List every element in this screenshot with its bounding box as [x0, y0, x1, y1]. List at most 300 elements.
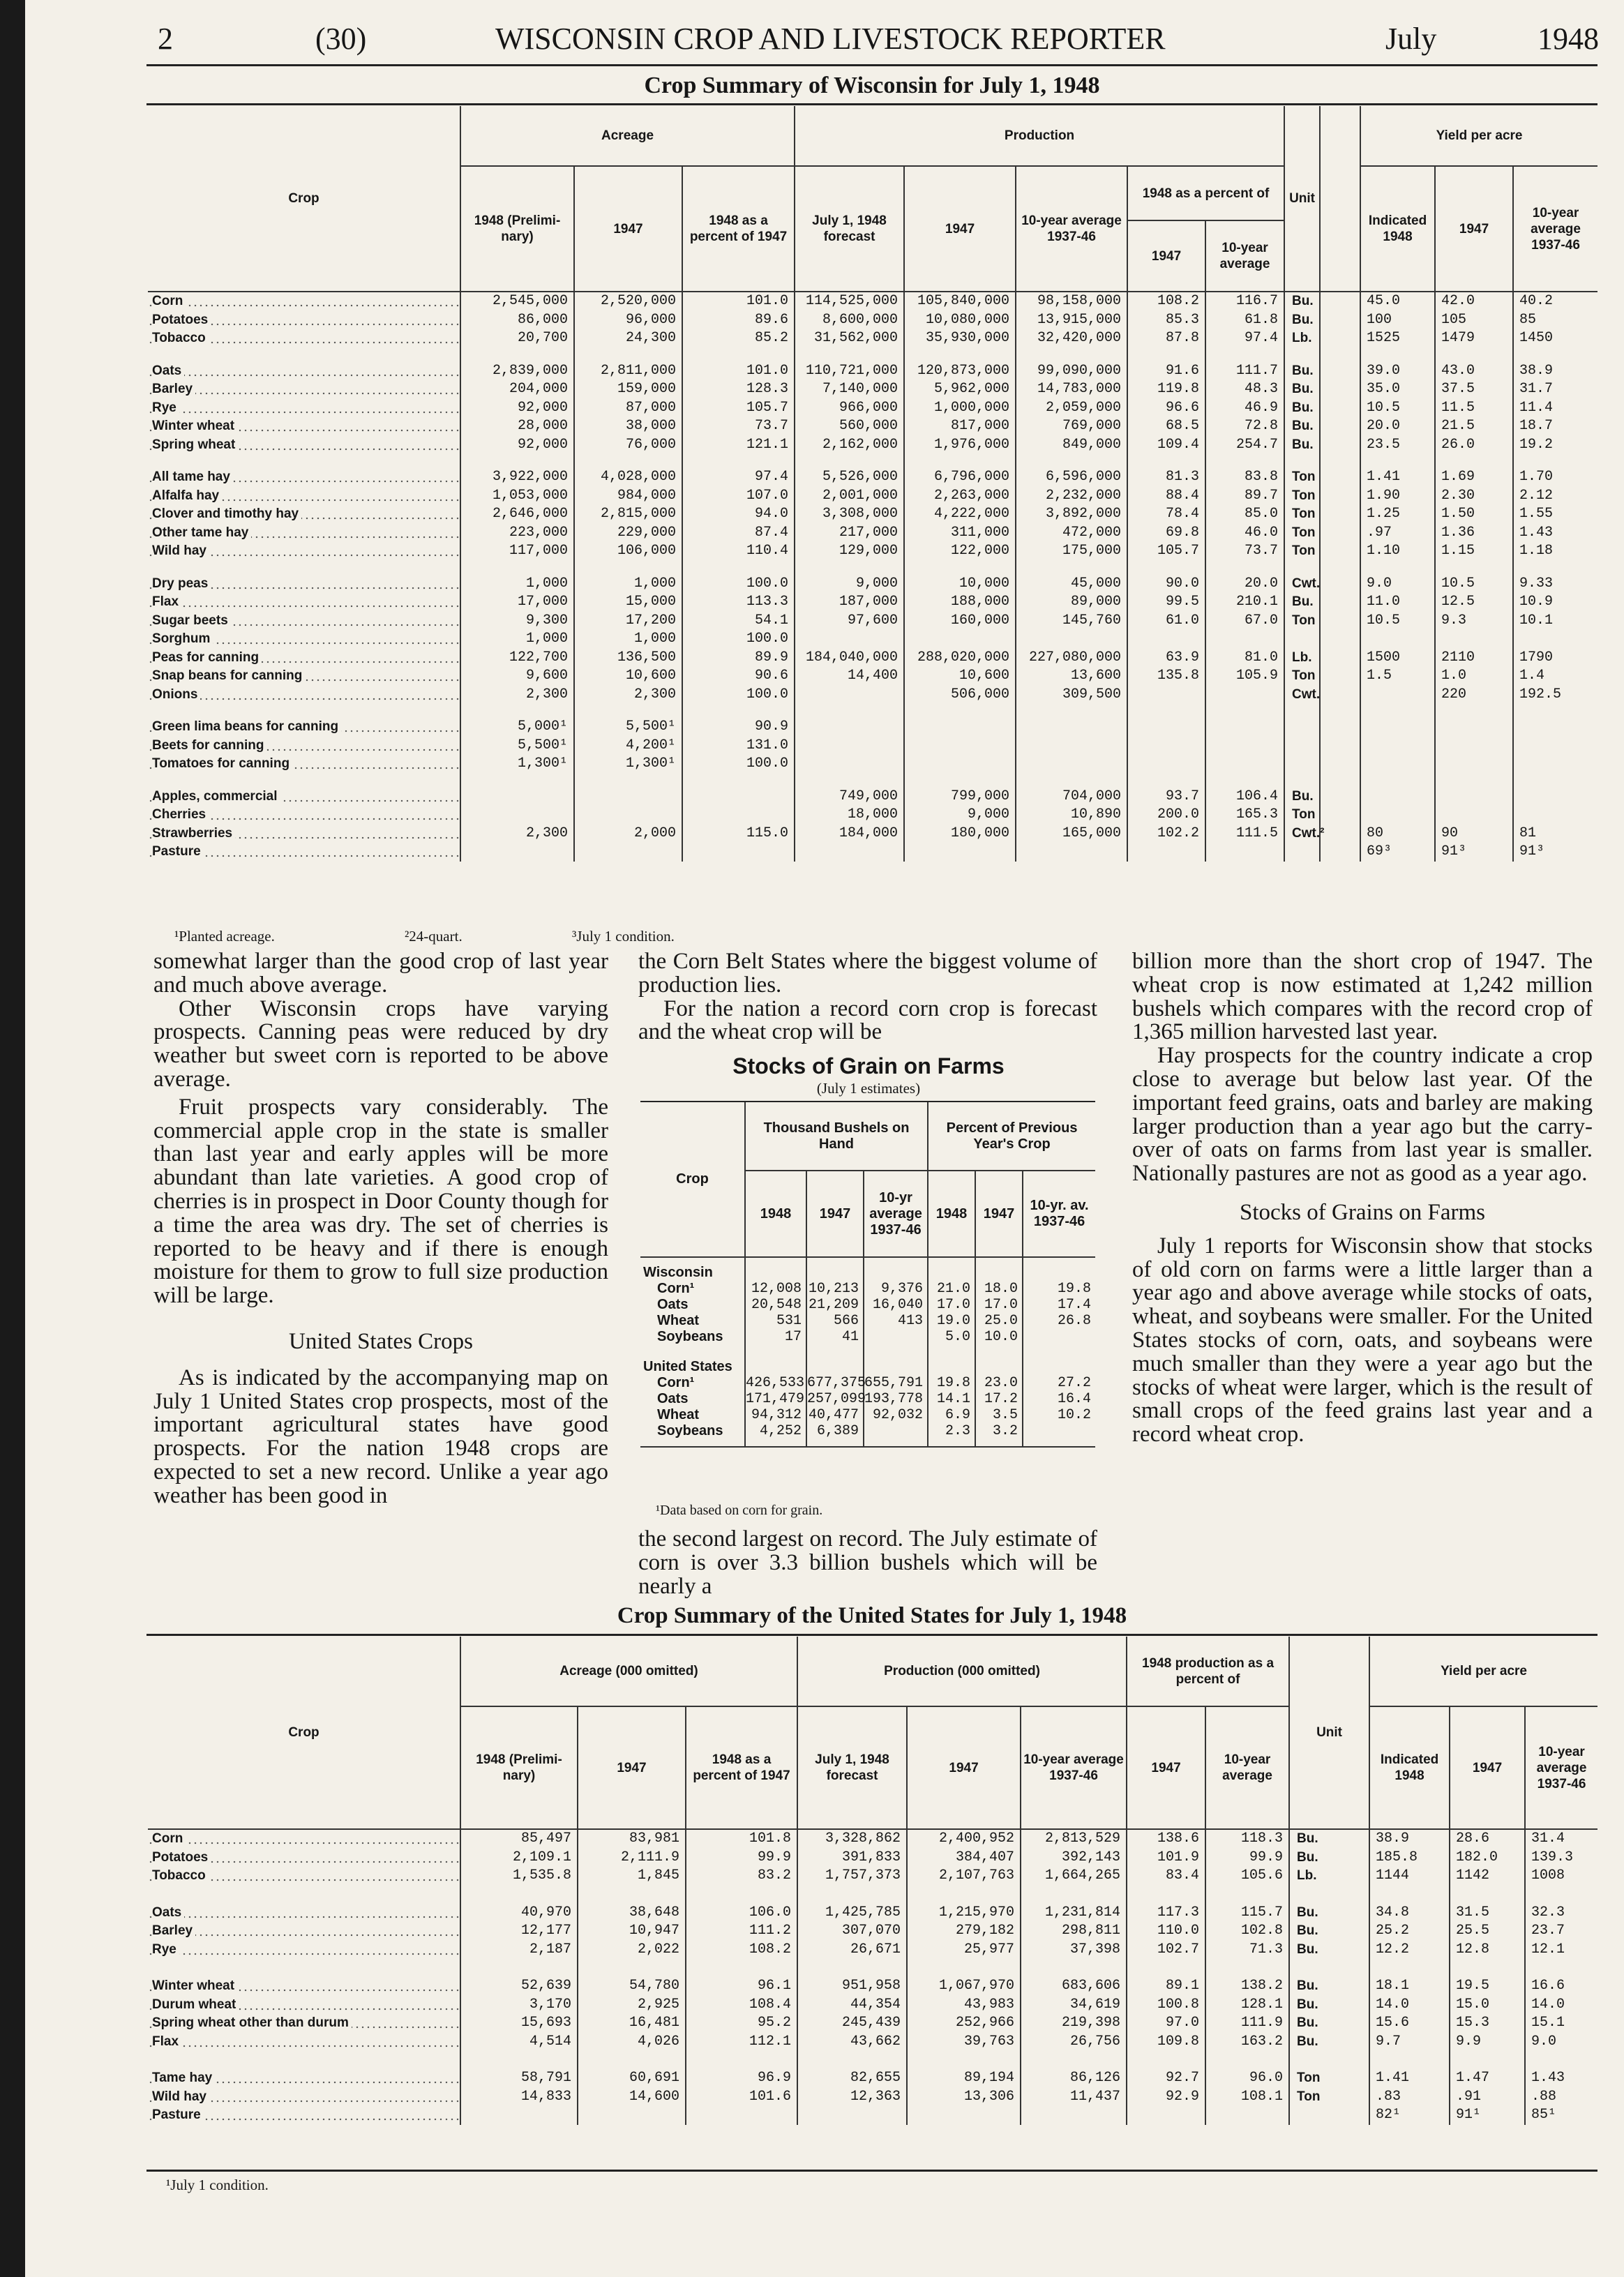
cell-pc1947: 92.7: [1127, 2069, 1205, 2088]
cell-yind: [1360, 806, 1435, 825]
paragraph: Other Wisconsin crops have varying prospects. Canning peas were reduced by dry weather but sweet corn is reported to be above average.: [153, 995, 608, 1092]
cell-p1947: [904, 843, 1016, 862]
cell-pavg: 19.8: [1023, 1281, 1095, 1297]
cell-p1947: 1,976,000: [904, 436, 1016, 455]
cell-a1947: 2,811,000: [574, 362, 682, 381]
cell-apct: 83.2: [686, 1867, 797, 1886]
crop-name: Other tame hay: [148, 524, 460, 543]
cell-tavg: 413: [864, 1313, 928, 1329]
crop-name: Corn: [148, 1829, 460, 1849]
cell-pc1947: 109.4: [1127, 436, 1205, 455]
cell-y1947: 2.30: [1435, 487, 1513, 506]
cell-p1947: 1,067,970: [907, 1977, 1021, 1996]
cell-pcavg: 48.3: [1205, 380, 1284, 399]
cell-pcavg: 118.3: [1205, 1829, 1289, 1849]
cell-p1947: 10,000: [904, 575, 1016, 594]
cell-yavg: 16.6: [1525, 1977, 1597, 1996]
table-row: [640, 1375, 1095, 1391]
cell-pjuly: 560,000: [795, 417, 904, 436]
cell-pjuly: 184,000: [795, 825, 904, 843]
crop-name: Durum wheat: [148, 1996, 460, 2015]
stocks-col-p1948: 1948: [928, 1171, 975, 1257]
cell-tavg: 9,376: [864, 1281, 928, 1297]
cell-a1947: 54,780: [578, 1977, 686, 1996]
cell-pjuly: 3,308,000: [795, 505, 904, 524]
cell-y1947: 1479: [1435, 329, 1513, 348]
cell-pavg: 27.2: [1023, 1375, 1095, 1391]
cell-p1947: 3.5: [975, 1407, 1023, 1423]
cell-a1948: 5,500¹: [460, 737, 574, 756]
cell-unit: Lb.: [1289, 1867, 1369, 1886]
cell-pc1947: 105.7: [1127, 542, 1205, 561]
spacer-cell: [1320, 417, 1360, 436]
cell-a1948: 2,545,000: [460, 292, 574, 311]
cell-yavg: 1008: [1525, 1867, 1597, 1886]
cell-unit: Cwt.: [1284, 575, 1320, 594]
cell-t1948: 4,252: [745, 1423, 806, 1439]
cell-yavg: 1450: [1513, 329, 1597, 348]
cell-pc1947: 69.8: [1127, 524, 1205, 543]
cell-a1948: 3,170: [460, 1996, 578, 2015]
us-col-acre-pct: 1948 as a percent of 1947: [686, 1706, 797, 1829]
cell-yavg: 1.18: [1513, 542, 1597, 561]
cell-unit: Bu.: [1289, 1829, 1369, 1849]
spacer-cell: [1320, 436, 1360, 455]
crop-name: Wild hay: [148, 542, 460, 561]
cell-yind: 38.9: [1369, 1829, 1450, 1849]
cell-pavg: 219,398: [1021, 2014, 1127, 2033]
cell-y1947: 105: [1435, 311, 1513, 330]
cell-pavg: 86,126: [1021, 2069, 1127, 2088]
table-row: [148, 667, 1597, 686]
table-row: [148, 468, 1597, 487]
cell-pc1947: 91.6: [1127, 362, 1205, 381]
cell-pavg: 472,000: [1016, 524, 1127, 543]
cell-apct: 85.2: [682, 329, 795, 348]
cell-unit: Bu.: [1284, 362, 1320, 381]
cell-a1948: 1,000: [460, 630, 574, 649]
cell-pc1947: 63.9: [1127, 649, 1205, 668]
col-yield-ind: Indicated 1948: [1360, 166, 1435, 292]
cell-pjuly: 129,000: [795, 542, 904, 561]
cell-p1947: 25,977: [907, 1941, 1021, 1960]
cell-y1947: 26.0: [1435, 436, 1513, 455]
cell-pavg: 849,000: [1016, 436, 1127, 455]
cell-pjuly: 245,439: [797, 2014, 907, 2033]
crop-name: Rye: [148, 1941, 460, 1960]
cell-pavg: 32,420,000: [1016, 329, 1127, 348]
cell-a1948: 86,000: [460, 311, 574, 330]
cell-unit: Bu.: [1284, 311, 1320, 330]
cell-pjuly: 217,000: [795, 524, 904, 543]
cell-unit: Bu.: [1289, 1922, 1369, 1941]
cell-apct: [682, 806, 795, 825]
table-row: [148, 649, 1597, 668]
crop-name: Cherries: [148, 806, 460, 825]
cell-t1948: 20,548: [745, 1297, 806, 1313]
cell-apct: 113.3: [682, 593, 795, 612]
cell-yind: 1.41: [1360, 468, 1435, 487]
cell-pc1947: 200.0: [1127, 806, 1205, 825]
cell-a1947: 24,300: [574, 329, 682, 348]
cell-pcavg: 61.8: [1205, 311, 1284, 330]
cell-t1947: 257,099: [807, 1391, 866, 1407]
cell-tavg: 655,791: [864, 1375, 928, 1391]
cell-pavg: 10.2: [1023, 1407, 1095, 1423]
spacer-cell: [1320, 542, 1360, 561]
cell-a1948: 85,497: [460, 1829, 578, 1849]
cell-pavg: 227,080,000: [1016, 649, 1127, 668]
cell-p1947: 180,000: [904, 825, 1016, 843]
cell-yavg: 12.1: [1525, 1941, 1597, 1960]
cell-a1947: [574, 788, 682, 806]
cell-pcavg: [1205, 630, 1284, 649]
cell-pavg: 13,915,000: [1016, 311, 1127, 330]
cell-pcavg: 81.0: [1205, 649, 1284, 668]
cell-a1947: [574, 843, 682, 862]
cell-unit: Ton: [1284, 505, 1320, 524]
cell-a1948: 1,535.8: [460, 1867, 578, 1886]
cell-pjuly: 110,721,000: [795, 362, 904, 381]
cell-yind: 23.5: [1360, 436, 1435, 455]
cell-pc1947: 110.0: [1127, 1922, 1205, 1941]
cell-a1947: 2,111.9: [578, 1849, 686, 1868]
cell-yavg: 1.43: [1513, 524, 1597, 543]
cell-pjuly: [795, 718, 904, 737]
crop-name: Winter wheat: [148, 417, 460, 436]
cell-unit: Bu.: [1284, 593, 1320, 612]
cell-p1947: 279,182: [907, 1922, 1021, 1941]
cell-a1947: [574, 806, 682, 825]
cell-pavg: 45,000: [1016, 575, 1127, 594]
cell-apct: 115.0: [682, 825, 795, 843]
cell-pc1947: 85.3: [1127, 311, 1205, 330]
cell-yavg: 1.43: [1525, 2069, 1597, 2088]
cell-pjuly: 14,400: [795, 667, 904, 686]
stocks-table-title: Stocks of Grain on Farms: [732, 1053, 1005, 1079]
cell-a1948: 4,514: [460, 2033, 578, 2052]
stocks-table-body: [640, 1257, 1095, 1447]
cell-yavg: 31.7: [1513, 380, 1597, 399]
cell-a1948: 2,646,000: [460, 505, 574, 524]
table-row: [148, 843, 1597, 862]
spacer-cell: [1320, 329, 1360, 348]
cell-pcavg: 254.7: [1205, 436, 1284, 455]
crop-name: Alfalfa hay: [148, 487, 460, 506]
cell-pc1947: 117.3: [1127, 1904, 1205, 1923]
cell-y1947: 91³: [1435, 843, 1513, 862]
cell-pjuly: 12,363: [797, 2088, 907, 2107]
stocks-col-t1947: 1947: [806, 1171, 864, 1257]
cell-pavg: 1,664,265: [1021, 1867, 1127, 1886]
cell-p1947: 10,600: [904, 667, 1016, 686]
cell-unit: Bu.: [1284, 399, 1320, 418]
cell-p1948: 6.9: [928, 1407, 975, 1423]
cell-pjuly: 187,000: [795, 593, 904, 612]
wisconsin-crop-table: [148, 106, 1597, 862]
crop-name: Soybeans: [657, 1329, 723, 1344]
cell-pcavg: 46.9: [1205, 399, 1284, 418]
us-top-rule: [146, 1634, 1597, 1636]
cell-pjuly: 5,526,000: [795, 468, 904, 487]
cell-a1947: 2,815,000: [574, 505, 682, 524]
cell-pc1947: [1127, 755, 1205, 774]
crop-name: Strawberries: [148, 825, 460, 843]
cell-p1947: 23.0: [975, 1375, 1023, 1391]
spacer-cell: [1320, 630, 1360, 649]
cell-yind: 1.90: [1360, 487, 1435, 506]
cell-pjuly: [795, 843, 904, 862]
col-pct-avg: 10-year average: [1205, 220, 1284, 292]
cell-y1947: 2110: [1435, 649, 1513, 668]
cell-unit: Ton: [1284, 612, 1320, 631]
cell-pcavg: [1205, 2106, 1289, 2125]
cell-pavg: 99,090,000: [1016, 362, 1127, 381]
cell-pc1947: 92.9: [1127, 2088, 1205, 2107]
cell-pavg: 2,813,529: [1021, 1829, 1127, 1849]
cell-unit: Bu.: [1289, 1849, 1369, 1868]
crop-name: Apples, commercial: [148, 788, 460, 806]
cell-pavg: 769,000: [1016, 417, 1127, 436]
cell-pjuly: 43,662: [797, 2033, 907, 2052]
spacer-cell: [1320, 718, 1360, 737]
spacer-cell: [1320, 843, 1360, 862]
cell-pc1947: 99.5: [1127, 593, 1205, 612]
cell-apct: 100.0: [682, 630, 795, 649]
cell-a1948: 2,300: [460, 686, 574, 705]
cell-pjuly: 9,000: [795, 575, 904, 594]
cell-unit: Ton: [1289, 2069, 1369, 2088]
cell-pavg: 704,000: [1016, 788, 1127, 806]
us-col-pct: 1948 production as a percent of: [1127, 1637, 1289, 1706]
cell-a1948: 40,970: [460, 1904, 578, 1923]
col-acreage: Acreage: [460, 106, 795, 166]
cell-apct: 89.6: [682, 311, 795, 330]
cell-a1948: 1,000: [460, 575, 574, 594]
cell-pavg: 6,596,000: [1016, 468, 1127, 487]
cell-a1948: 17,000: [460, 593, 574, 612]
cell-p1947: 10.0: [975, 1329, 1023, 1345]
cell-pcavg: 111.7: [1205, 362, 1284, 381]
cell-yavg: 192.5: [1513, 686, 1597, 705]
crop-name: Corn¹: [657, 1375, 695, 1390]
cell-pcavg: 116.7: [1205, 292, 1284, 311]
cell-t1947: 40,477: [806, 1407, 864, 1423]
cell-yind: 80: [1360, 825, 1435, 843]
cell-apct: 101.8: [686, 1829, 797, 1849]
cell-t1947: 566: [806, 1313, 864, 1329]
cell-apct: 90.9: [682, 718, 795, 737]
cell-pavg: 309,500: [1016, 686, 1127, 705]
us-table-body: [148, 1829, 1597, 2125]
col-acre-1948: 1948 (Prelimi-nary): [460, 166, 574, 292]
cell-yind: 1.5: [1360, 667, 1435, 686]
col-production: Production: [795, 106, 1284, 166]
cell-pjuly: [795, 755, 904, 774]
crop-name: Tobacco: [148, 1867, 460, 1886]
cell-pcavg: 210.1: [1205, 593, 1284, 612]
crop-name: Pasture: [148, 2106, 460, 2125]
cell-p1947: 17.2: [975, 1391, 1023, 1407]
cell-pjuly: 114,525,000: [795, 292, 904, 311]
cell-y1947: 15.0: [1450, 1996, 1525, 2015]
cell-yavg: 139.3: [1525, 1849, 1597, 1868]
table-row: [148, 380, 1597, 399]
cell-a1948: 2,109.1: [460, 1849, 578, 1868]
spacer-cell: [1320, 575, 1360, 594]
cell-pavg: 2,232,000: [1016, 487, 1127, 506]
cell-yind: 9.7: [1369, 2033, 1450, 2052]
cell-t1947: 21,209: [806, 1297, 864, 1313]
cell-pavg: 37,398: [1021, 1941, 1127, 1960]
cell-pcavg: 111.9: [1205, 2014, 1289, 2033]
cell-pcavg: 73.7: [1205, 542, 1284, 561]
cell-y1947: 15.3: [1450, 2014, 1525, 2033]
cell-unit: Ton: [1284, 524, 1320, 543]
cell-pjuly: 97,600: [795, 612, 904, 631]
crop-name: Sugar beets: [148, 612, 460, 631]
cell-a1948: 117,000: [460, 542, 574, 561]
table-row: [148, 311, 1597, 330]
crop-name: Pasture: [148, 843, 460, 862]
cell-a1947: 60,691: [578, 2069, 686, 2088]
cell-apct: 108.4: [686, 1996, 797, 2015]
table-row: [148, 524, 1597, 543]
cell-a1948: 12,177: [460, 1922, 578, 1941]
crop-name: Rye: [148, 399, 460, 418]
cell-tavg: 16,040: [864, 1297, 928, 1313]
cell-unit: Ton: [1284, 667, 1320, 686]
cell-unit: Ton: [1289, 2088, 1369, 2107]
cell-yind: 34.8: [1369, 1904, 1450, 1923]
table-row: [148, 575, 1597, 594]
table-row: [640, 1313, 1095, 1329]
section-label-row: [640, 1257, 1095, 1281]
cell-p1947: 10,080,000: [904, 311, 1016, 330]
cell-a1948: [460, 806, 574, 825]
cell-a1947: 16,481: [578, 2014, 686, 2033]
crop-name: Barley: [148, 380, 460, 399]
cell-t1948: 531: [745, 1313, 806, 1329]
cell-a1948: 92,000: [460, 399, 574, 418]
crop-name: Soybeans: [657, 1423, 723, 1438]
cell-yind: 10.5: [1360, 399, 1435, 418]
cell-yind: 20.0: [1360, 417, 1435, 436]
cell-unit: Bu.: [1284, 292, 1320, 311]
cell-yind: 18.1: [1369, 1977, 1450, 1996]
us-col-pct-1947: 1947: [1127, 1706, 1205, 1829]
col-pct-1947: 1947: [1127, 220, 1205, 292]
cell-a1948: 122,700: [460, 649, 574, 668]
cell-a1948: 9,300: [460, 612, 574, 631]
cell-apct: 87.4: [682, 524, 795, 543]
crop-name: Potatoes: [148, 311, 460, 330]
cell-pjuly: 8,600,000: [795, 311, 904, 330]
row-gap: [148, 704, 1597, 718]
cell-apct: 94.0: [682, 505, 795, 524]
cell-yavg: 18.7: [1513, 417, 1597, 436]
cell-yind: 25.2: [1369, 1922, 1450, 1941]
cell-pjuly: 3,328,862: [797, 1829, 907, 1849]
us-bottom-rule: [146, 2170, 1597, 2172]
cell-t1948: 94,312: [745, 1407, 806, 1423]
us-col-crop: Crop: [288, 1725, 319, 1740]
cell-unit: Bu.: [1284, 380, 1320, 399]
cell-pcavg: 102.8: [1205, 1922, 1289, 1941]
section-label: Wisconsin: [643, 1265, 713, 1280]
cell-apct: 96.1: [686, 1977, 797, 1996]
cell-yind: 14.0: [1369, 1996, 1450, 2015]
cell-apct: 105.7: [682, 399, 795, 418]
crop-name: Winter wheat: [148, 1977, 460, 1996]
page-number: 2: [158, 22, 173, 56]
col-crop: Crop: [288, 191, 319, 206]
cell-a1947: 83,981: [578, 1829, 686, 1849]
spacer-cell: [1320, 755, 1360, 774]
cell-y1947: 10.5: [1435, 575, 1513, 594]
cell-pcavg: 128.1: [1205, 1996, 1289, 2015]
cell-a1947: 17,200: [574, 612, 682, 631]
cell-pc1947: [1127, 737, 1205, 756]
cell-yind: [1360, 737, 1435, 756]
cell-t1947: 41: [806, 1329, 864, 1345]
table-row: [640, 1407, 1095, 1423]
cell-apct: 108.2: [686, 1941, 797, 1960]
cell-pc1947: 88.4: [1127, 487, 1205, 506]
cell-yavg: 1.55: [1513, 505, 1597, 524]
cell-y1947: 1.36: [1435, 524, 1513, 543]
cell-p1947: 1,215,970: [907, 1904, 1021, 1923]
us-footnote: ¹July 1 condition.: [166, 2177, 269, 2193]
cell-tavg: 92,032: [864, 1407, 928, 1423]
crop-name: Beets for canning: [148, 737, 460, 756]
cell-pcavg: 111.5: [1205, 825, 1284, 843]
cell-a1947: 38,000: [574, 417, 682, 436]
cell-a1948: 5,000¹: [460, 718, 574, 737]
table-row: [148, 806, 1597, 825]
cell-yavg: [1513, 806, 1597, 825]
cell-p1947: 311,000: [904, 524, 1016, 543]
cell-pavg: [1016, 737, 1127, 756]
spacer-cell: [1320, 667, 1360, 686]
cell-yind: 100: [1360, 311, 1435, 330]
cell-y1947: 21.5: [1435, 417, 1513, 436]
cell-p1948: 5.0: [928, 1329, 975, 1345]
header-month: July: [1385, 22, 1437, 56]
table-row: [148, 755, 1597, 774]
cell-a1947: 2,925: [578, 1996, 686, 2015]
row-gap: [148, 2051, 1597, 2069]
spacer-cell: [1320, 487, 1360, 506]
cell-pcavg: 108.1: [1205, 2088, 1289, 2107]
crop-name: Oats: [657, 1297, 689, 1312]
crop-name: Oats: [148, 362, 460, 381]
cell-p1947: 43,983: [907, 1996, 1021, 2015]
us-col-prod-avg: 10-year average 1937-46: [1021, 1706, 1127, 1829]
paragraph: Fruit prospects vary considerably. The commercial apple crop in the state is smaller than last year and early apples will be more abundant than late varieties. A good crop of cherries is in prospect in Door County though for a time the area was dry. The set of cherries is reported to be heavy and if there is enough moisture for them to grow to full size production will be large.: [153, 1094, 608, 1309]
cell-a1948: 20,700: [460, 329, 574, 348]
cell-p1947: 2,263,000: [904, 487, 1016, 506]
cell-pavg: [1016, 755, 1127, 774]
cell-yind: 39.0: [1360, 362, 1435, 381]
cell-y1947: 43.0: [1435, 362, 1513, 381]
header-rule: [146, 64, 1597, 66]
table-row: [148, 329, 1597, 348]
cell-apct: 131.0: [682, 737, 795, 756]
cell-p1947: 288,020,000: [904, 649, 1016, 668]
cell-pjuly: 951,958: [797, 1977, 907, 1996]
cell-apct: 95.2: [686, 2014, 797, 2033]
